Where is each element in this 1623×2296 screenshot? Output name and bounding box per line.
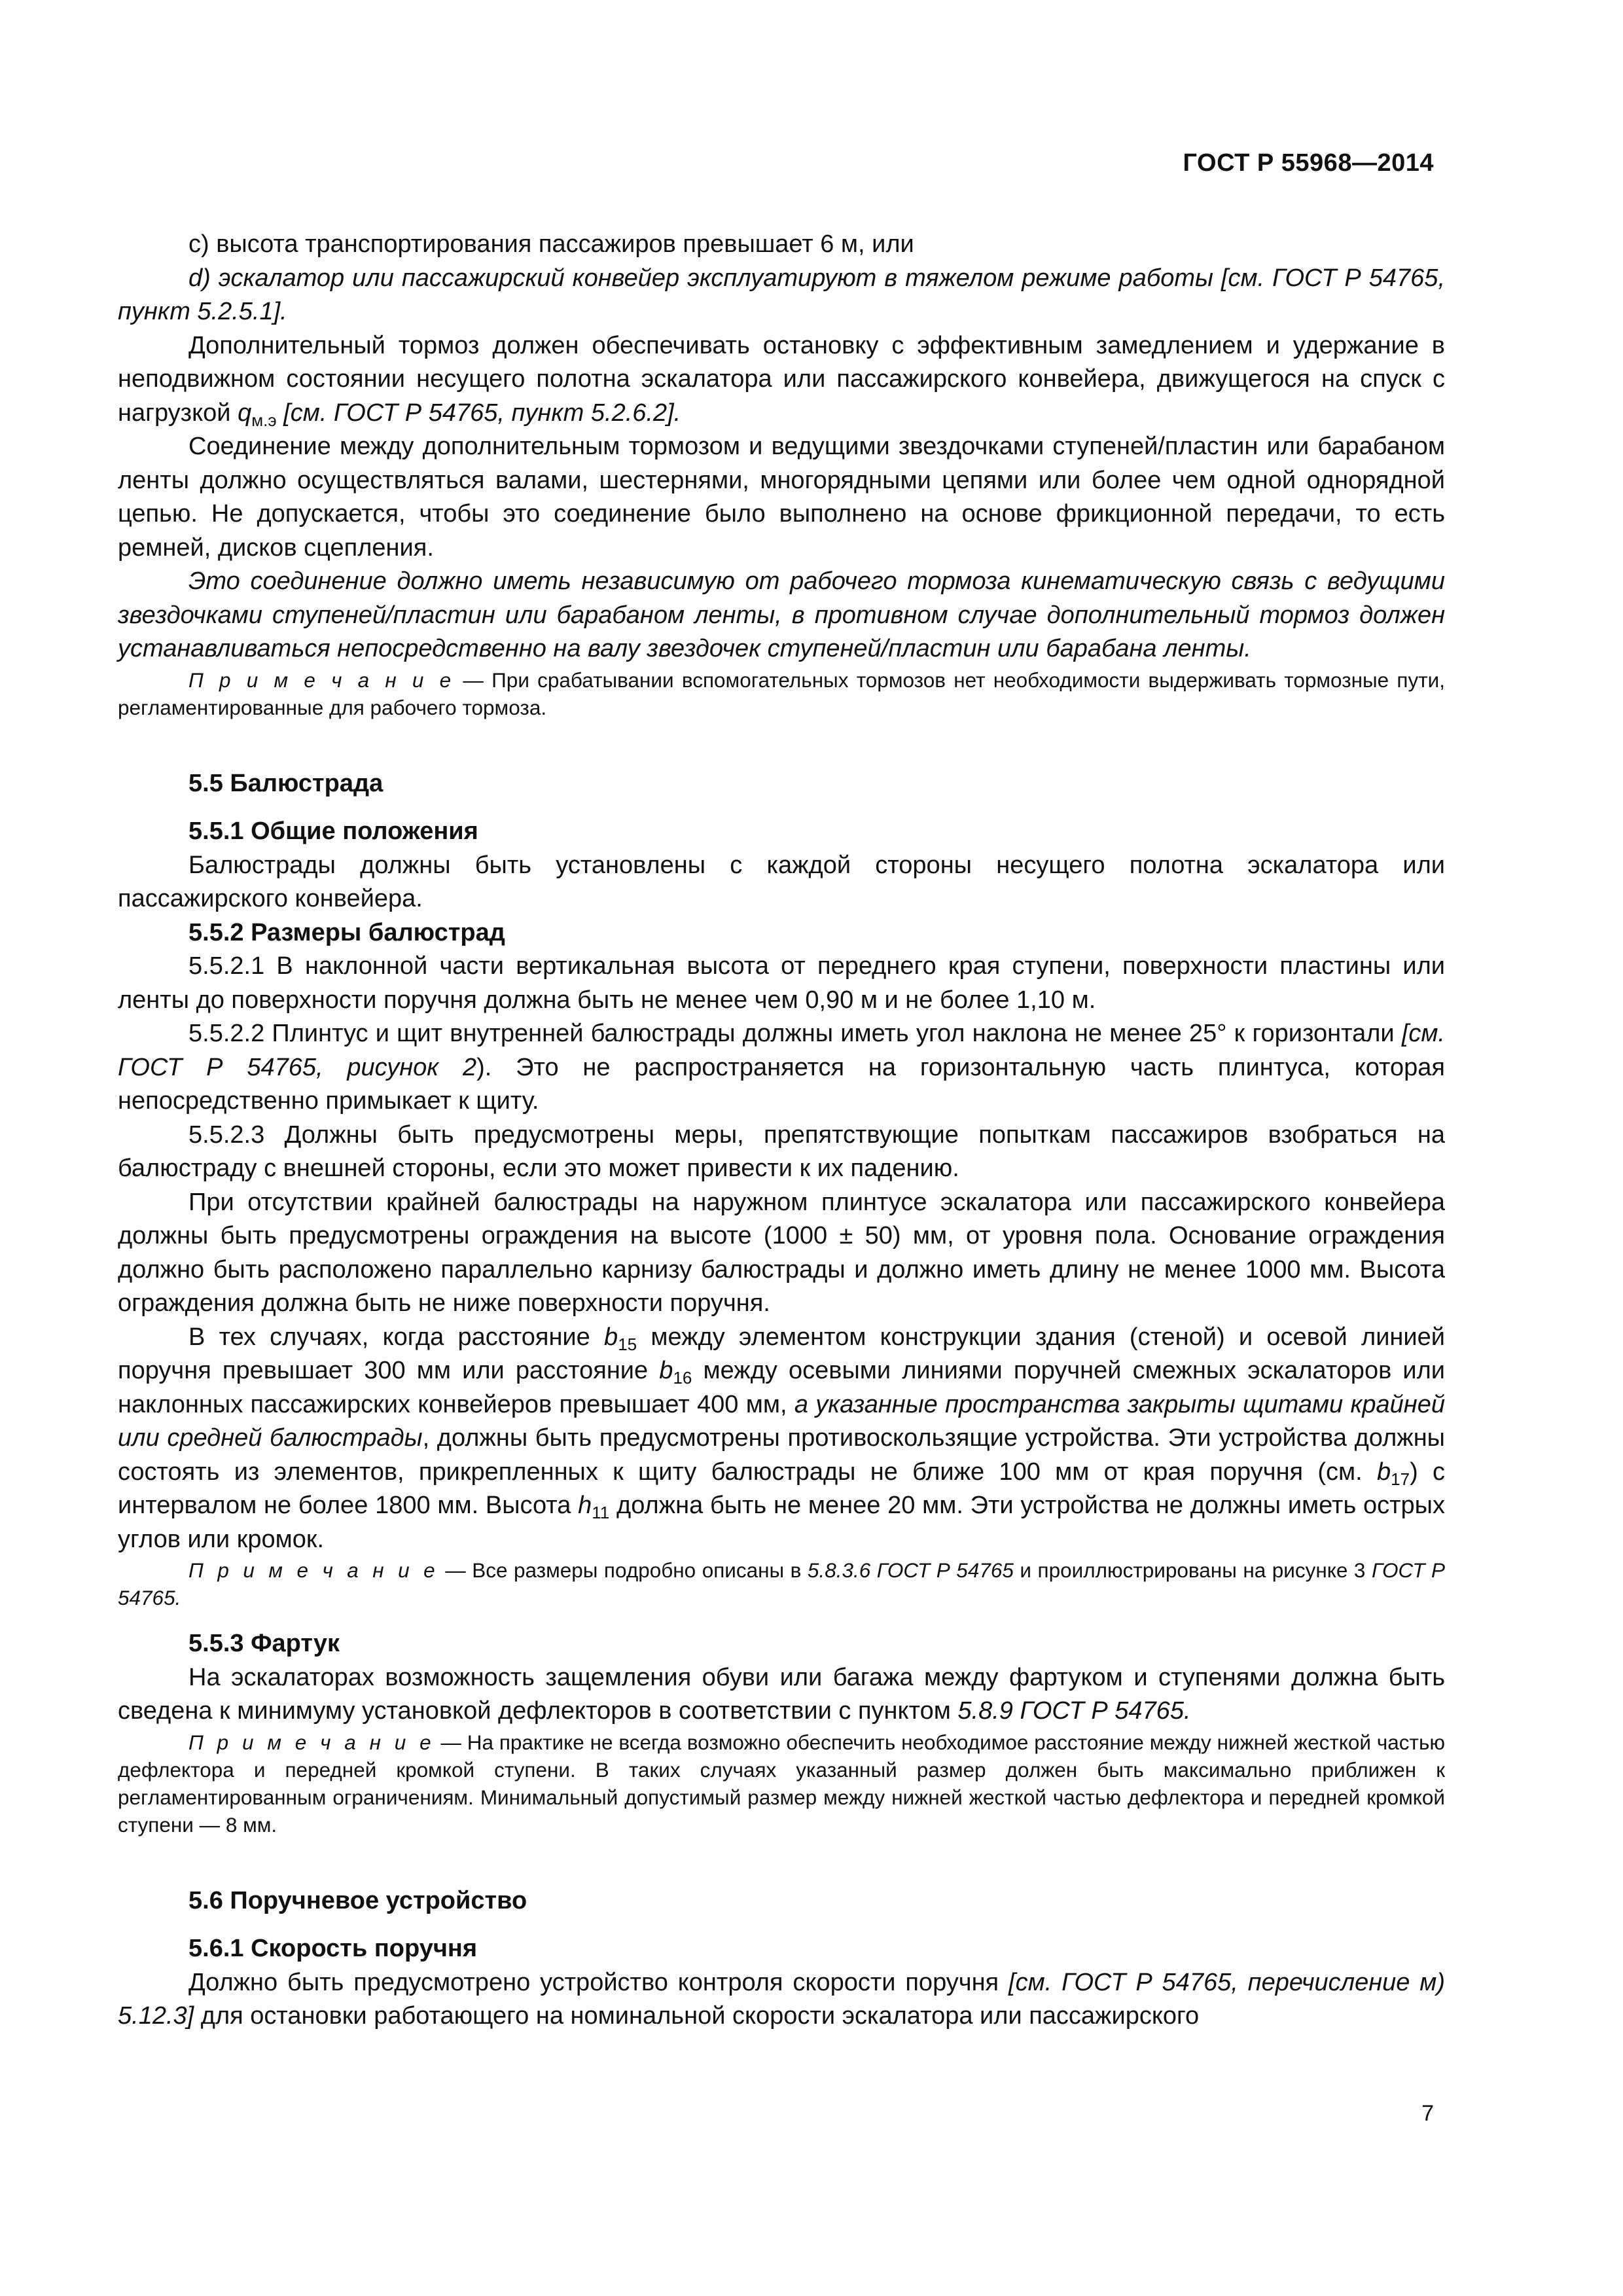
note-deflector: П р и м е ч а н и е — На практике не всегда возможно обеспечить необходимое расстояние между нижней жесткой частью дефлектора и передней кромкой ступени. В таких случаях указанный размер должен быть максимально приближен к регламентированным ограничениям. Минимальный допустимый размер между нижней жесткой частью дефлектора и передней кромкой ступени — 8 мм. (118, 1730, 1445, 1837)
paragraph-barrier: При отсутствии крайней балюстрады на наружном плинтусе эскалатора или пассажирского конвейера должны быть предусмотрены ограждения на высоте (1000 ± 50) мм, от уровня пола. Основание ограждения должно быть расположено параллельно карнизу балюстрады и должно иметь длину не менее 1000 мм. Высота ограждения должна быть не ниже поверхности поручня. (118, 1188, 1445, 1317)
page-number: 7 (1421, 2101, 1434, 2126)
paragraph-extra-brake: Дополнительный тормоз должен обеспечивать остановку с эффективным замедлением и удержание в неподвижном состоянии несущего полотна эскалатора или пассажирского конвейера, движущегося на спуск с нагрузкой $q_{м.э}$ [см. ГОСТ Р 54765, пункт 5.2.6.2]. (118, 331, 1445, 430)
list-item-d: d) эскалатор или пассажирский конвейер эксплуатируют в тяжелом режиме работы [см. ГОСТ Р 54765, пункт 5.2.5.1]. (118, 264, 1445, 325)
paragraph-5-5-1: Балюстрады должны быть установлены с каждой стороны несущего полотна эскалатора или пассажирского конвейера. (118, 851, 1445, 912)
list-item-c: c) высота транспортирования пассажиров превышает 6 м, или (188, 230, 914, 258)
section-title-5-5-2: 5.5.2 Размеры балюстрад (188, 918, 505, 946)
section-title-5-6: 5.6 Поручневое устройство (188, 1886, 527, 1914)
paragraph-5-5-2-1: 5.5.2.1 В наклонной части вертикальная высота от переднего края ступени, поверхности пластины или ленты до поверхности поручня должна быть не менее чем 0,90 м и не более 1,10 м. (118, 952, 1445, 1014)
section-title-5-5-1: 5.5.1 Общие положения (188, 817, 478, 845)
paragraph-5-5-2-3: 5.5.2.3 Должны быть предусмотрены меры, препятствующие попыткам пассажиров взобраться на балюстраду с внешней стороны, если это может привести к их падению. (118, 1121, 1445, 1182)
page-body (118, 228, 1445, 2034)
paragraph-5-5-2-2: 5.5.2.2 Плинтус и щит внутренней балюстрады должны иметь угол наклона не менее 25° к горизонтали [см. ГОСТ Р 54765, рисунок 2). Это не распространяется на горизонтальную часть плинтуса, которая непосредственно примыкает к щиту. (118, 1020, 1446, 1115)
paragraph-5-6-1: Должно быть предусмотрено устройство контроля скорости поручня [см. ГОСТ Р 54765, перечисление м) 5.12.3] для остановки работающего на номинальной скорости эскалатора или пассажирского (118, 1968, 1445, 2030)
paragraph-connection: Соединение между дополнительным тормозом и ведущими звездочками ступеней/пластин или барабаном ленты должно осуществляться валами, шестернями, многорядными цепями или более чем одной однорядной цепью. Не допускается, чтобы это соединение было выполнено на основе фрикционной передачи, то есть ремней, дисков сцепления. (118, 433, 1445, 562)
note-brakes: П р и м е ч а н и е — При срабатывании вспомогательных тормозов нет необходимости выдерживать тормозные пути, регламентированные для рабочего тормоза. (118, 668, 1445, 719)
paragraph-connection-italic: Это соединение должно иметь независимую от рабочего тормоза кинематическую связь с ведущими звездочками ступеней/пластин или барабаном ленты, в противном случае дополнительный тормоз должен устанавливаться непосредственно на валу звездочек ступеней/пластин или барабана ленты. (118, 567, 1445, 662)
paragraph-5-5-3: На эскалаторах возможность защемления обуви или багажа между фартуком и ступенями должна быть сведена к минимуму установкой дефлекторов в соответствии с пунктом 5.8.9 ГОСТ Р 54765. (118, 1663, 1445, 1725)
section-title-5-5-3: 5.5.3 Фартук (188, 1630, 340, 1657)
paragraph-antislide: В тех случаях, когда расстояние $b_{15}$ между элементом конструкции здания (стеной) и осевой линией поручня превышает 300 мм или расстояние $b_{16}$ между осевыми линиями поручней смежных эскалаторов или наклонных пассажирских конвейеров превышает 400 мм, а указанные пространства закрыты щитами крайней или средней балюстрады, должны быть предусмотрены противоскользящие устройства. Эти устройства должны состоять из элементов, прикрепленных к щиту балюстрады не ближе 100 мм от края поручня (см. $b_{17}$) с интервалом не более 1800 мм. Высота $h_{11}$ должна быть не менее 20 мм. Эти устройства не должны иметь острых углов или кромок. (118, 1323, 1446, 1553)
note-dimensions: П р и м е ч а н и е — Все размеры подробно описаны в 5.8.3.6 ГОСТ Р 54765 и проиллюстрированы на рисунке 3 ГОСТ Р 54765. (118, 1558, 1445, 1609)
section-title-5-6-1: 5.6.1 Скорость поручня (188, 1935, 478, 1962)
document-header: ГОСТ Р 55968—2014 (1183, 149, 1434, 177)
section-title-5-5: 5.5 Балюстрада (188, 769, 383, 797)
